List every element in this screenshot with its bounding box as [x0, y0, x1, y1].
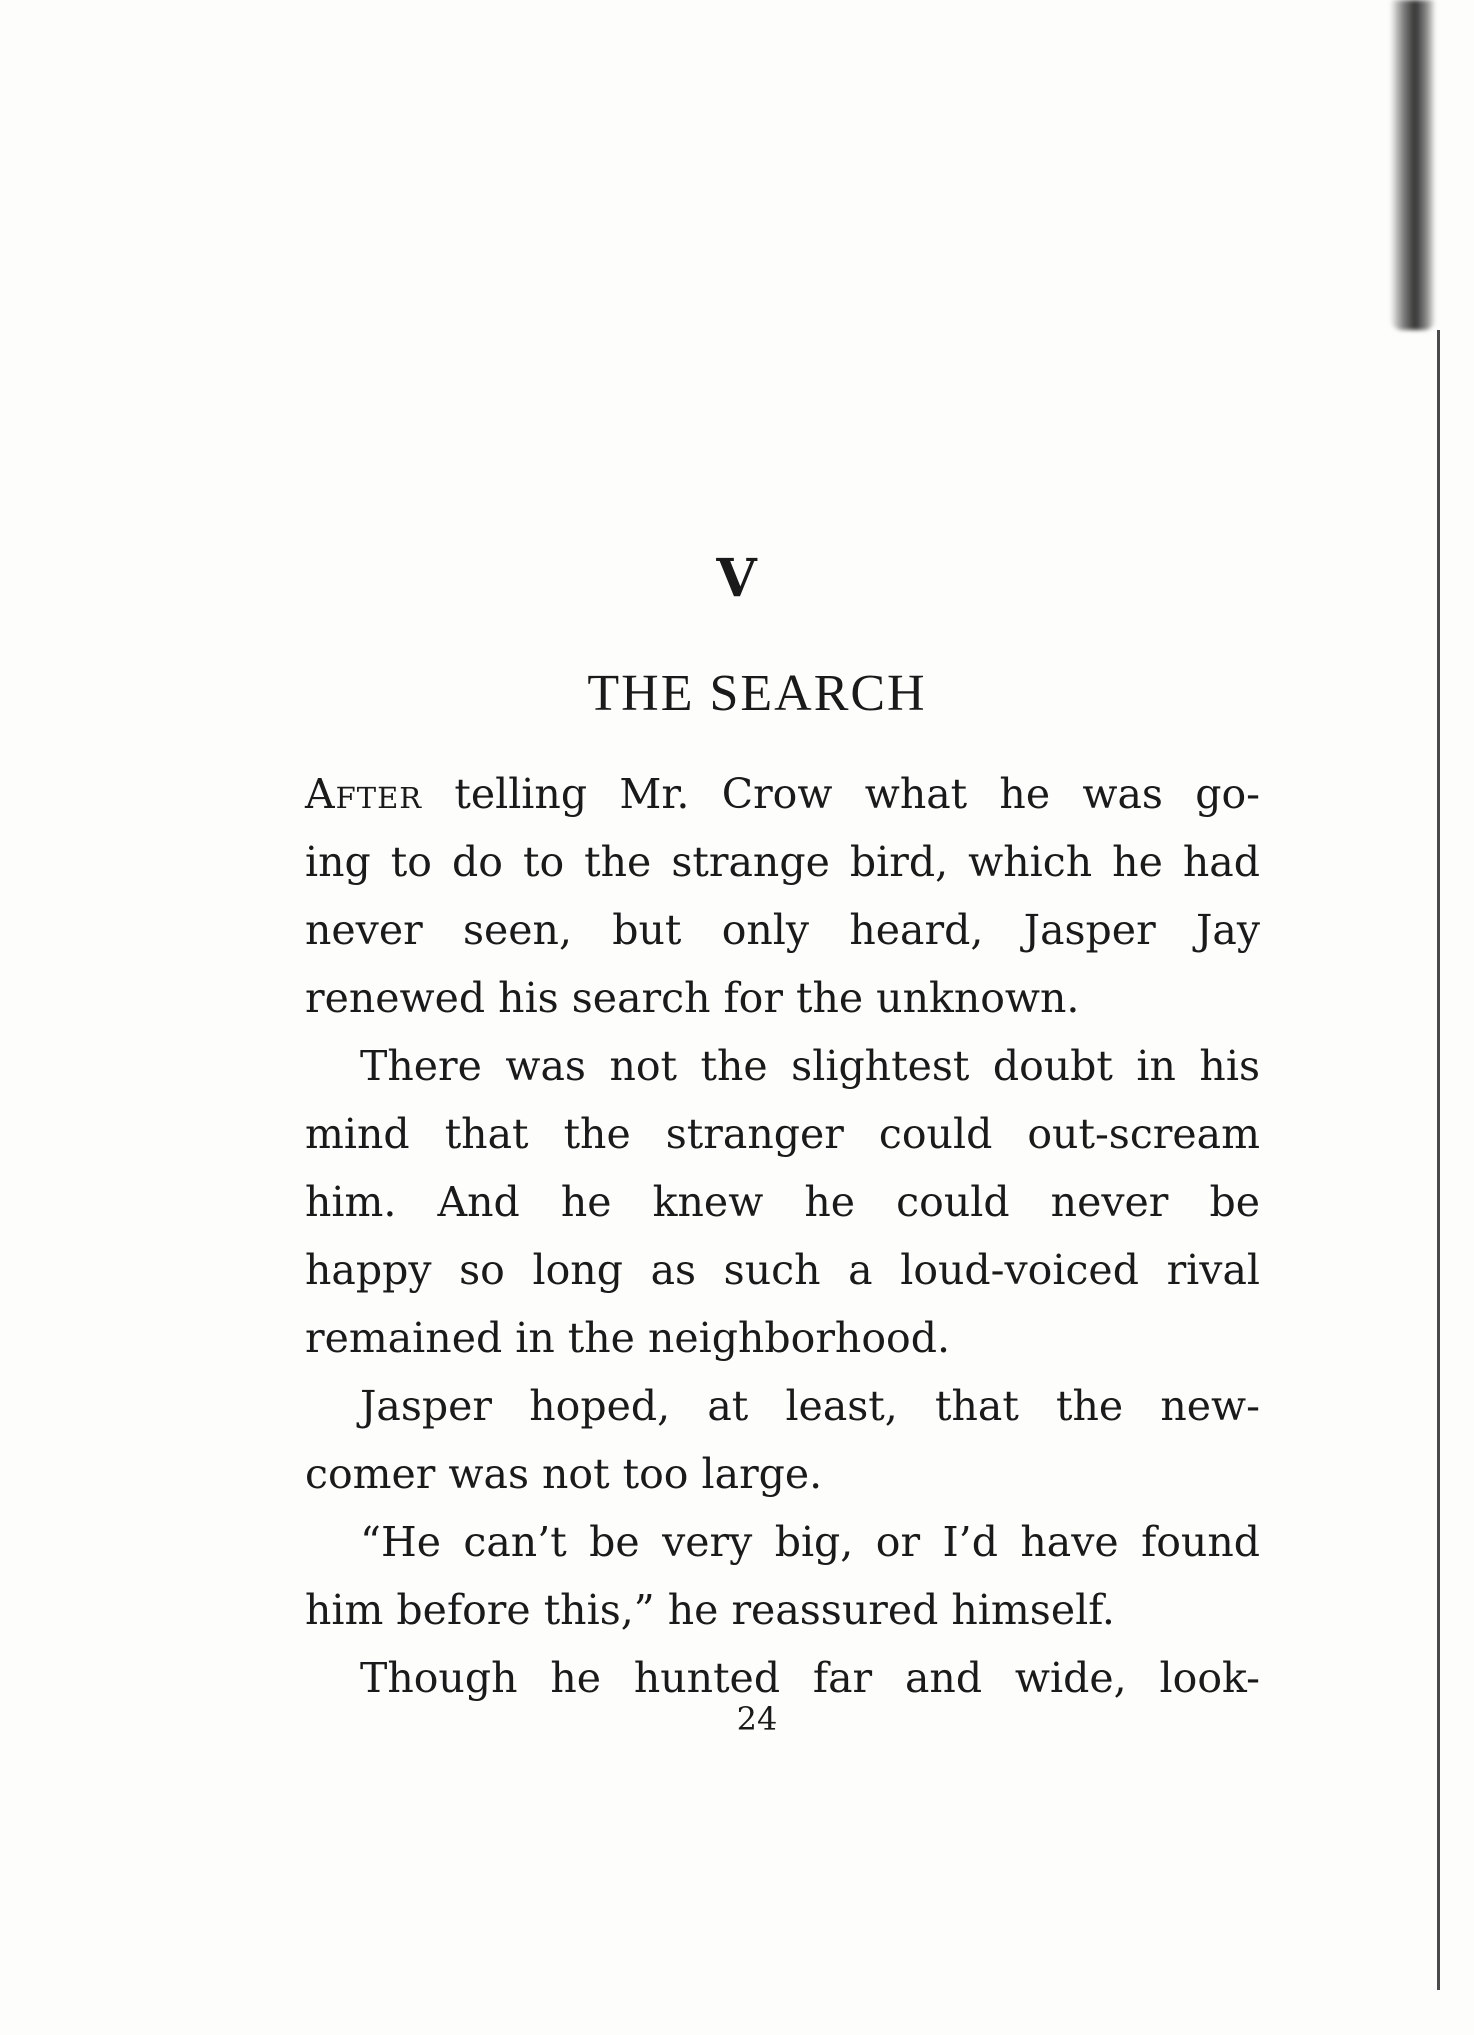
text-line: him before this,” he reassured himself. — [305, 1586, 1115, 1634]
chapter-number: V — [716, 548, 758, 609]
text-line: “He can’t be very big, or I’d have found — [360, 1518, 1260, 1566]
scan-edge-shadow — [1390, 0, 1436, 330]
chapter-body — [305, 760, 1260, 1712]
text-line: There was not the slightest doubt in his — [360, 1042, 1260, 1090]
text-line: Jasper hoped, at least, that the new- — [360, 1382, 1260, 1430]
text-line: never seen, but only heard, Jasper Jay — [305, 906, 1260, 954]
text-line: him. And he knew he could never be — [305, 1178, 1260, 1226]
chapter-title: THE SEARCH — [587, 665, 927, 722]
text-line: ing to do to the strange bird, which he had — [305, 838, 1260, 886]
text-line: remained in the neighborhood. — [305, 1314, 950, 1362]
text-line: After telling Mr. Crow what he was go- — [305, 770, 1260, 818]
text-line: renewed his search for the unknown. — [305, 974, 1080, 1022]
text-line: Though he hunted far and wide, look- — [360, 1654, 1260, 1702]
page-number: 24 — [736, 1700, 778, 1738]
text-line: happy so long as such a loud-voiced rival — [305, 1246, 1260, 1294]
drop-lead-word: After — [305, 770, 423, 818]
text-line: comer was not too large. — [305, 1450, 823, 1498]
text-line: mind that the stranger could out-scream — [305, 1110, 1260, 1158]
